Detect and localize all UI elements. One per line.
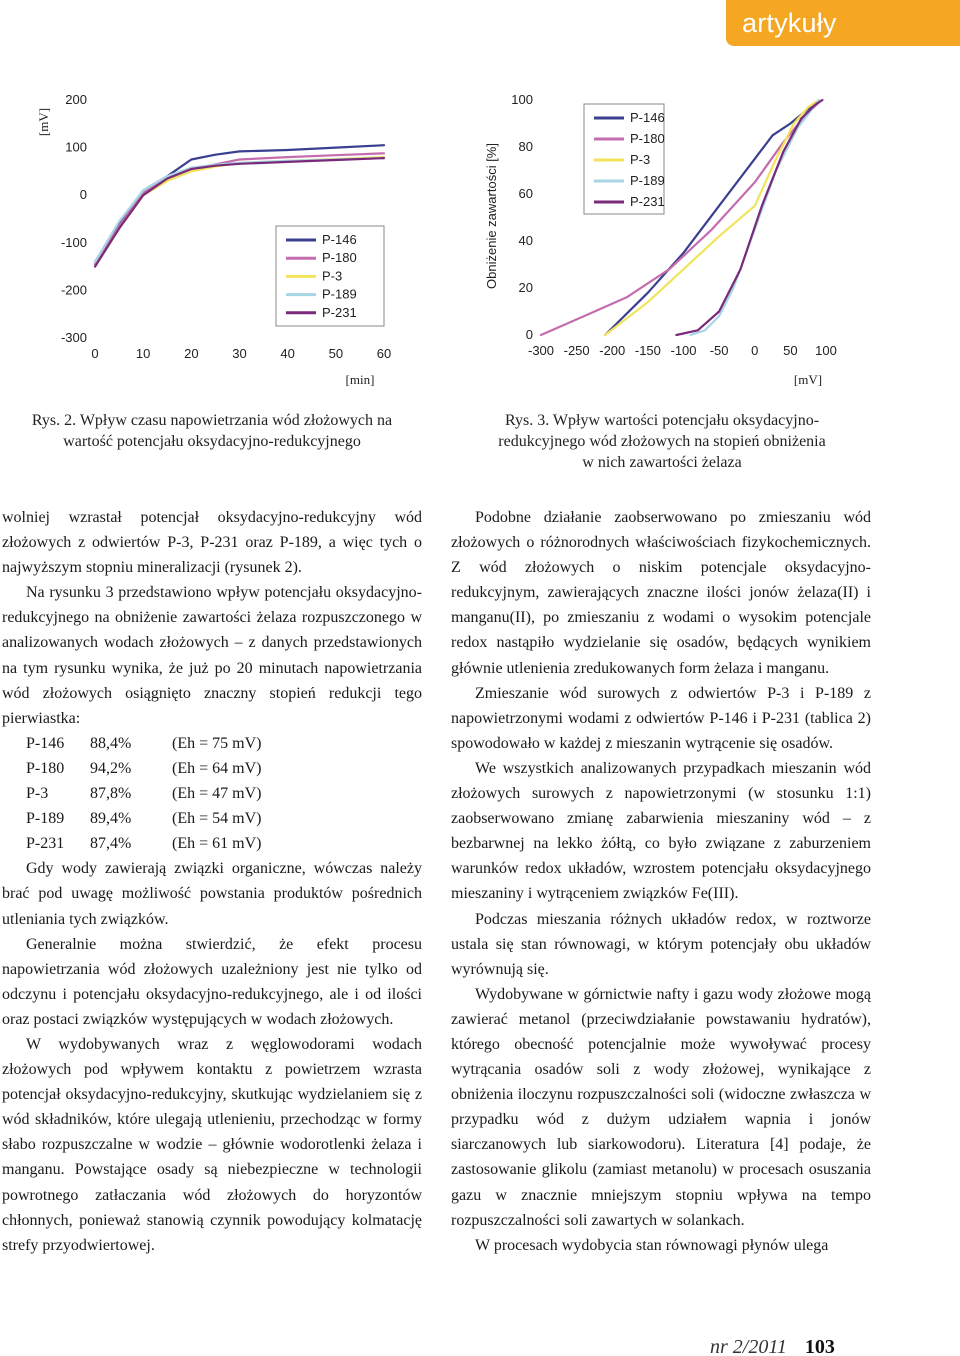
figure-2 <box>28 82 408 400</box>
series-line-p-180 <box>541 102 819 335</box>
percent-cell: 94,2% <box>90 759 132 777</box>
right-column <box>451 505 871 1258</box>
caption-line: Rys. 3. Wpływ wartości potencjału oksydacyjno- <box>504 412 820 429</box>
legend-label: P-3 <box>322 268 343 284</box>
percent-cell: 88,4% <box>90 734 132 752</box>
caption-line: redukcyjnego wód złożowych na stopień obniżenia <box>498 433 826 450</box>
well-cell: P-3 <box>26 785 49 803</box>
series-line-p-231 <box>676 100 822 335</box>
y-tick-label: 200 <box>65 92 87 107</box>
y-tick-label: 100 <box>511 92 533 107</box>
x-axis-label: [mV] <box>793 372 823 387</box>
percent-cell: 87,8% <box>90 785 132 803</box>
well-cell: P-146 <box>26 734 65 752</box>
y-tick-label: 20 <box>518 280 533 295</box>
legend-label: P-231 <box>322 304 357 320</box>
table-row <box>2 806 422 831</box>
paragraph: We wszystkich analizowanych przypadkach mieszanin wód złożowych surowych z napowietrzonymi (w stosunku 1:1) zaobserwowano zmianę zabarwienia mieszaniny wód – z bezbarwnej na lekko żółtą, co było związane z zaburzeniem warunków redox układów, wzrostem potencjału oksydacyjnego mieszaniny i wytrąceniem związków Fe(III). <box>451 759 871 903</box>
well-cell: P-189 <box>26 810 65 828</box>
eh-cell: (Eh = 61 mV) <box>172 835 262 853</box>
y-tick-label: -200 <box>60 282 87 298</box>
paragraph: Zmieszanie wód surowych z odwiertów P-3 i P-189 z napowietrzonymi wodami z odwiertów P-146 i P-231 (tablica 2) spowodowało w każdej z mieszanin wytrącenie się osadów. <box>451 684 871 752</box>
y-axis-label: [mV] <box>36 107 51 137</box>
percent-cell: 87,4% <box>90 835 132 853</box>
paragraph: W procesach wydobycia stan równowagi płynów ulega <box>475 1236 829 1254</box>
legend-label: P-3 <box>630 152 651 167</box>
legend-label: P-180 <box>630 131 665 146</box>
x-tick-label: 100 <box>815 343 837 358</box>
legend-label: P-146 <box>630 110 665 125</box>
y-tick-label: -300 <box>60 330 87 345</box>
chart-redox-vs-time <box>28 82 408 400</box>
eh-cell: (Eh = 47 mV) <box>172 785 262 803</box>
paragraph: wolniej wzrastał potencjał oksydacyjno-redukcyjny wód złożowych z odwiertów P-3, P-231 oraz P-189, a więc tych o najwyższym stopniu mineralizacji (rysunek 2). <box>2 509 422 577</box>
legend-label: P-231 <box>630 194 665 209</box>
x-tick-label: -300 <box>527 343 555 358</box>
y-tick-label: 60 <box>518 186 533 201</box>
paragraph: Gdy wody zawierają związki organiczne, wówczas należy brać pod uwagę możliwość powstania produktów pośrednich utleniania tych związków. <box>2 860 422 928</box>
paragraph: W wydobywanych wraz z węglowodorami wodach złożowych pod wpływem kontaktu z powietrzem wzrasta potencjał oksydacyjno-redukcyjny, skutkując wydzielaniem się z wód składników, które ulegają utlenieniu, przechodząc w formy słabo rozpuszczalne w wodzie – głównie wodorotlenki żelaza i manganu. Powstające osady są niebezpieczne w technologii powrotnego zatłaczania wód złożowych do horyzontów chłonnych, ponieważ stanowią czynnik powodujący kolmatację strefy przyodwiertowej. <box>2 1035 422 1254</box>
chart-iron-reduction-vs-redox <box>478 82 850 400</box>
well-cell: P-180 <box>26 759 65 777</box>
percent-cell: 89,4% <box>90 810 132 828</box>
reduction-table <box>2 731 422 856</box>
x-tick-label: -250 <box>563 343 590 358</box>
eh-cell: (Eh = 54 mV) <box>172 810 262 828</box>
y-tick-label: 0 <box>79 187 87 203</box>
x-tick-label: 60 <box>376 346 392 361</box>
table-row <box>2 831 422 856</box>
y-tick-label: 80 <box>518 139 533 154</box>
eh-cell: (Eh = 64 mV) <box>172 759 262 777</box>
page-number: 103 <box>804 1336 835 1356</box>
x-tick-label: 50 <box>328 346 344 361</box>
left-column <box>2 505 422 1258</box>
well-cell: P-231 <box>26 835 65 853</box>
x-tick-label: -50 <box>709 343 729 358</box>
table-row <box>2 781 422 806</box>
y-tick-label: 40 <box>518 233 533 248</box>
x-tick-label: 30 <box>232 346 247 361</box>
paragraph: Generalnie można stwierdzić, że efekt procesu napowietrzania wód złożowych uzależniony jest nie tylko od odczynu i potencjału oksydacyjno-redukcyjnego, ale i od ilości oraz postaci związków występujących w wodach złożowych. <box>2 935 422 1028</box>
legend-label: P-189 <box>630 173 665 188</box>
table-row <box>2 731 422 756</box>
x-tick-label: -150 <box>634 343 661 358</box>
x-tick-label: 0 <box>751 343 759 358</box>
figure-3-caption <box>452 410 872 473</box>
figure-2-caption <box>8 410 416 452</box>
paragraph: Podobne działanie zaobserwowano po zmieszaniu wód złożowych o różnorodnych właściwościach fizykochemicznych. Z wód złożowych o niskim potencjale oksydacyjno-redukcyjnym, zawierających znaczne ilości jonów żelaza(II) i manganu(II), po zmieszaniu z wodami o wysokim potencjale redox nastąpiło wydzielanie się osadów, będących wynikiem głównie utlenienia zredukowanych form żelaza i manganu. <box>451 509 871 677</box>
paragraph: Na rysunku 3 przedstawiono wpływ potencjału oksydacyjno-redukcyjnego na obniżenie zawartości żelaza rozpuszczonego w analizowanych wodach złożowych – z danych przedstawionych na tym rysunku wynika, że już po 20 minutach napowietrzania wód złożowych osiągnięto znaczny stopień redukcji tego pierwiastka: <box>2 584 422 727</box>
x-tick-label: 0 <box>91 346 99 361</box>
y-axis-label: Obniżenie zawartości [%] <box>484 143 499 289</box>
x-axis-label: [min] <box>345 372 375 387</box>
caption-line: Rys. 2. Wpływ czasu napowietrzania wód złożowych na <box>31 412 393 429</box>
x-tick-label: -100 <box>670 343 697 358</box>
figure-3 <box>478 82 850 400</box>
x-tick-label: -200 <box>599 343 626 358</box>
y-tick-label: 100 <box>65 139 87 155</box>
x-tick-label: 20 <box>184 346 199 361</box>
x-tick-label: 10 <box>135 346 151 361</box>
y-tick-label: -100 <box>60 234 87 250</box>
paragraph: Wydobywane w górnictwie nafty i gazu wody złożowe mogą zawierać metanol (przeciwdziałanie powstawaniu hydratów), którego obecność potencjalnie może wywoływać procesy wytrącania osadów soli z wody złożowej, wynikające z obniżenia iloczynu rozpuszczalności soli (widoczne zwłaszcza w przypadku wód z dużym udziałem wapnia i jonów siarczanowych lub siarkowodoru). Literatura [4] podaje, że zastosowanie glikolu (zamiast metanolu) w procesach osuszania gazu w znacznie mniejszym stopniu wpływa na tempo rozpuszczalności soli zawartych w solankach. <box>451 985 871 1229</box>
legend-label: P-180 <box>322 250 357 266</box>
page-footer <box>710 1334 870 1356</box>
y-tick-label: 0 <box>525 327 533 342</box>
x-tick-label: 40 <box>280 346 295 361</box>
legend-label: P-189 <box>322 286 357 302</box>
issue-number: nr 2/2011 <box>710 1336 787 1356</box>
caption-line: w nich zawartości żelaza <box>582 454 742 471</box>
section-tag: artykuły <box>726 0 960 46</box>
caption-line: wartość potencjału oksydacyjno-redukcyjnego <box>63 433 361 450</box>
table-row <box>2 756 422 781</box>
x-tick-label: 50 <box>783 343 798 358</box>
legend-label: P-146 <box>322 232 357 247</box>
eh-cell: (Eh = 75 mV) <box>172 734 262 752</box>
paragraph: Podczas mieszania różnych układów redox, w roztworze ustala się stan równowagi, w którym potencjały obu układów wyrównują się. <box>451 910 871 978</box>
